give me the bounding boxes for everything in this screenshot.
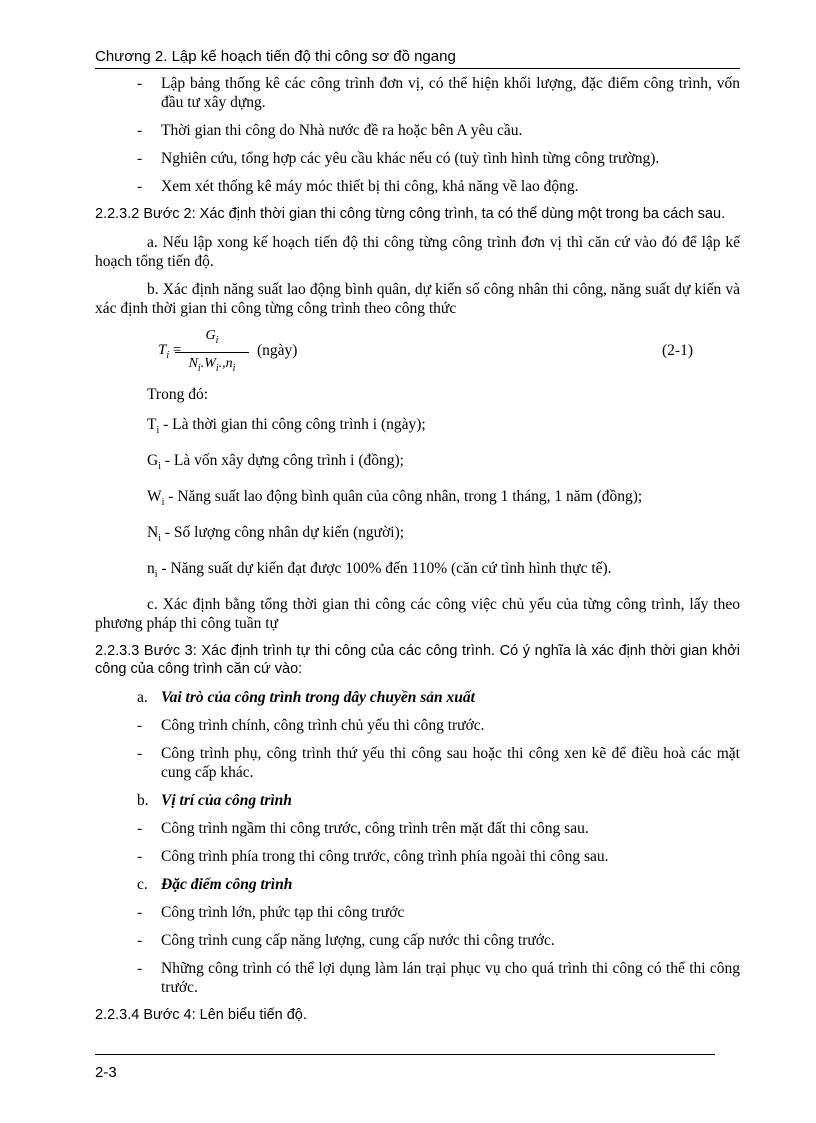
- list-item: - Công trình phụ, công trình thứ yếu thi công sau hoặc thi công xen kẽ để điều hoà các mặt cung cấp khác.: [137, 745, 740, 782]
- group-b: [95, 791, 740, 866]
- list-item: - Thời gian thi công do Nhà nước đề ra hoặc bên A yêu cầu.: [137, 122, 523, 139]
- group-heading: a. Vai trò của công trình trong dây chuyền sản xuất: [137, 689, 475, 707]
- page-header: Chương 2. Lập kế hoạch tiến độ thi công sơ đồ ngang: [95, 46, 740, 69]
- list-item: - Nghiên cứu, tổng hợp các yêu cầu khác nếu có (tuỳ tình hình từng công trường).: [137, 150, 660, 167]
- dash-marker: -: [137, 178, 143, 195]
- group-heading: c. Đặc điểm công trình: [137, 876, 293, 894]
- group-heading: b. Vị trí của công trình: [137, 792, 292, 810]
- formula-denominator: $N_i.W_i.,n_i$: [188, 355, 236, 374]
- dash-marker: -: [137, 122, 143, 139]
- list-item: - Công trình phía trong thi công trước, công trình phía ngoài thi công sau.: [137, 848, 609, 866]
- formula-unit: (ngày): [257, 342, 298, 359]
- page-number: 2-3: [95, 1064, 117, 1081]
- list-item: - Những công trình có thể lợi dụng làm lán trại phục vụ cho quá trình thi công có thể thi công trước.: [137, 960, 740, 997]
- dash-marker: -: [137, 960, 143, 978]
- definition-T: $T_i$ - Là thời gian thi công công trình i (ngày);: [147, 416, 426, 437]
- dash-marker: -: [137, 717, 143, 735]
- requirements-list: [95, 74, 740, 196]
- formula-2-1: [95, 327, 740, 375]
- formula-numerator: $G_i$: [205, 328, 219, 346]
- formula-lhs: $T_i$ =: [158, 342, 182, 361]
- definition-n: $n_i$ - Năng suất dự kiến đạt được 100% đến 110% (căn cứ tình hình thực tế).: [147, 560, 612, 581]
- definition-N: $N_i$ - Số lượng công nhân dự kiến (người);: [147, 524, 405, 545]
- list-item: - Công trình lớn, phức tạp thi công trước: [137, 904, 405, 922]
- section-heading-step2: 2.2.3.2 Bước 2: Xác định thời gian thi công từng công trình, ta có thể dùng một trong ba cách sau.: [95, 206, 726, 222]
- formula-fraction: [173, 327, 251, 378]
- dash-marker: -: [137, 745, 143, 763]
- list-item: - Xem xét thống kê máy móc thiết bị thi công, khả năng về lao động.: [137, 178, 579, 195]
- paragraph-a: a. Nếu lập xong kế hoạch tiến độ thi công từng công trình đơn vị thì căn cứ vào đó để lập kế hoạch tổng tiến độ.: [95, 234, 740, 270]
- group-c: [95, 875, 740, 997]
- dash-marker: -: [137, 75, 143, 92]
- section-heading-step3: 2.2.3.3 Bước 3: Xác định trình tự thi công của các công trình. Có ý nghĩa là xác định thời gian khởi công của công trình căn cứ vào:: [95, 643, 740, 678]
- list-item: - Công trình ngầm thi công trước, công trình trên mặt đất thi công sau.: [137, 820, 589, 838]
- dash-marker: -: [137, 904, 143, 922]
- dash-marker: -: [137, 150, 143, 167]
- list-item: - Công trình chính, công trình chủ yếu thi công trước.: [137, 717, 485, 735]
- where-label: Trong đó:: [147, 386, 209, 403]
- definition-G: $G_i$ - Là vốn xây dựng công trình i (đồng);: [147, 452, 404, 473]
- fraction-bar: [175, 352, 249, 353]
- equation-number: (2-1): [662, 342, 693, 359]
- definition-W: $W_i$ - Năng suất lao động bình quân của công nhân, trong 1 tháng, 1 năm (đồng);: [147, 488, 643, 509]
- page-content: [95, 74, 740, 1034]
- list-item: - Công trình cung cấp năng lượng, cung cấp nước thi công trước.: [137, 932, 555, 950]
- dash-marker: -: [137, 932, 143, 950]
- section-heading-step4: 2.2.3.4 Bước 4: Lên biểu tiến độ.: [95, 1007, 307, 1024]
- dash-marker: -: [137, 848, 143, 866]
- paragraph-b: b. Xác định năng suất lao động bình quân, dự kiến số công nhân thi công, năng suất dự kiến và xác định thời gian thi công từng công trình theo công thức: [95, 281, 740, 317]
- footer-divider: [95, 1054, 715, 1055]
- paragraph-c: c. Xác định bằng tổng thời gian thi công các công việc chủ yếu của từng công trình, lấy theo phương pháp thi công tuần tự: [95, 596, 740, 633]
- list-item: - Lập bảng thống kê các công trình đơn vị, có thể hiện khối lượng, đặc điểm công trình, vốn đầu tư xây dựng.: [137, 75, 740, 111]
- dash-marker: -: [137, 820, 143, 838]
- group-a: [95, 688, 740, 782]
